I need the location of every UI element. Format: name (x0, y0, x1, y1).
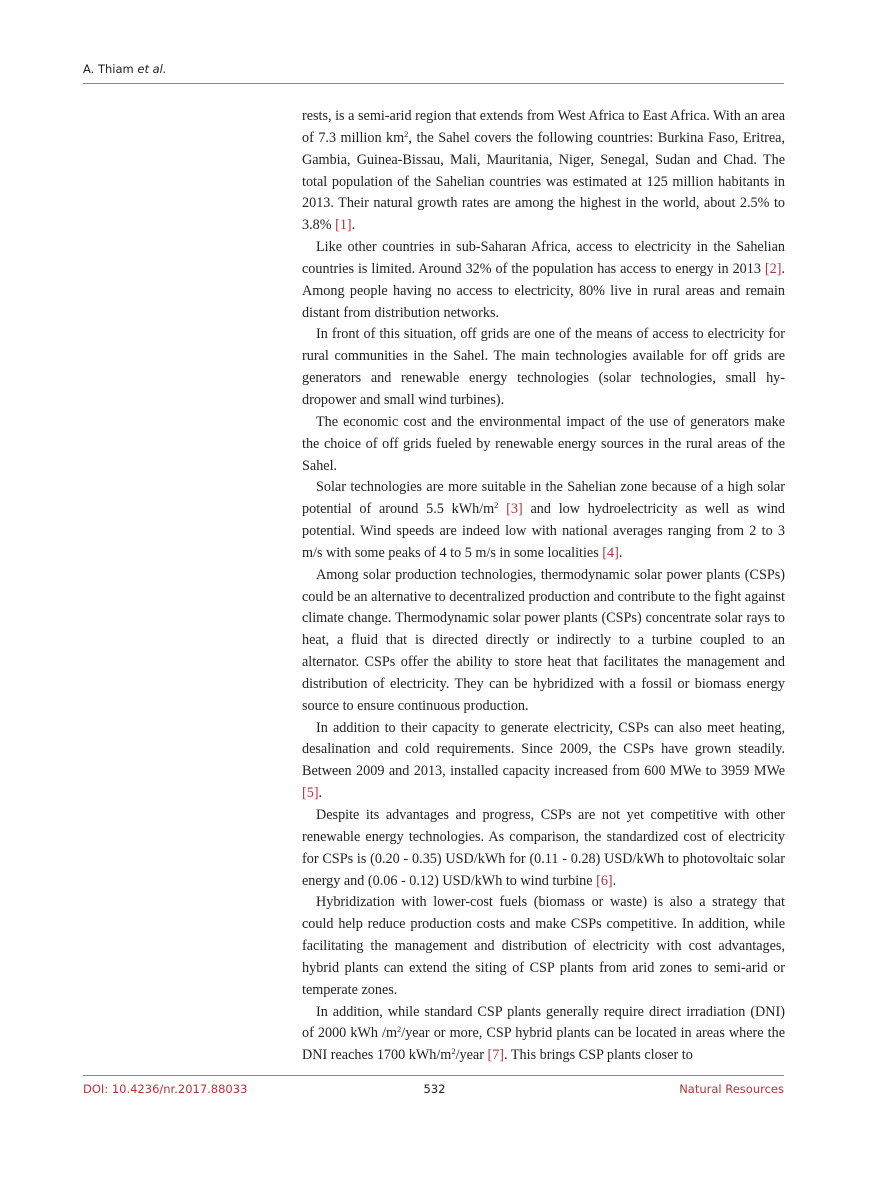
citation-link[interactable]: [5] (302, 785, 319, 802)
text-run: Despite its advantages and progress, CSPs are not yet competitive with other renewable energy technologies. As comparison, the standardized cost of electricity for CSPs is (0.20 - 0.35) USD/kWh for (0.11 - 0.28) USD/kWh to photovoltaic solar energy and (0.06 - 0.12) USD/kWh to wind turbine (302, 807, 785, 889)
superscript: 2 (451, 1046, 456, 1057)
text-run: In addition, while standard CSP plants generally require direct irradiation (DNI) of 2000 kWh /m (302, 1003, 785, 1042)
text-run: and low hydroelectricity as well as wind potential. Wind speeds are indeed low with national averages ranging from 2 to 3 m/s with some peaks of 4 to 5 m/s in some localities (302, 501, 785, 561)
citation-link[interactable]: [2] (764, 260, 782, 277)
footer-doi[interactable]: DOI: 10.4236/nr.2017.88033 (83, 1082, 248, 1096)
text-run: /year or more, CSP hybrid plants can be located in areas where the DNI reaches 1700 kWh/m (302, 1025, 786, 1064)
header-rule (83, 83, 784, 84)
text-run: . This brings CSP plants closer to (504, 1047, 693, 1064)
paragraph (302, 237, 785, 324)
text-run: . Among people having no access to electricity, 80% live in rural areas and remain distant from distribution networks. (302, 260, 785, 321)
citation-link[interactable]: [4] (602, 544, 619, 561)
text-run: Solar technologies are more suitable in the Sahelian zone because of a high solar potential of around 5.5 kWh/m (302, 479, 785, 518)
text-run (498, 501, 506, 517)
article-body (302, 106, 785, 1067)
paragraph (302, 106, 785, 237)
superscript: 2 (404, 128, 409, 139)
paragraph (302, 805, 785, 892)
citation-link[interactable]: [7] (487, 1047, 505, 1064)
text-run: The economic cost and the environmental impact of the use of generators make the choice of off grids fueled by renewable energy sources in the rural areas of the Sahel. (302, 413, 785, 474)
footer-page-number: 532 (423, 1082, 446, 1096)
text-run: Among solar production technologies, thermodynamic solar power plants (CSPs) could be an alternative to decentralized production and contribute to the fight against climate change. Thermodynamic solar power plants (CSPs) concentrate solar rays to heat, a fluid that is directed directly or indirectly to a turbine coupled to an alternator. CSPs offer the ability to store heat that facilitates the management and distribution of electricity. They can be hybridized with a fossil or biomass energy source to ensure continuous production. (302, 566, 785, 714)
paragraph (302, 412, 785, 478)
paragraph (302, 1002, 785, 1068)
text-run: /year (455, 1047, 488, 1064)
superscript: 2 (494, 500, 499, 511)
text-run: . (351, 217, 356, 234)
text-run: . (618, 544, 623, 561)
text-run: , the Sahel covers the following countries: Burkina Faso, Eritrea, Gambia, Guinea-Bissau, Mali, Mauritania, Niger, Senegal, Sudan and Chad. The total population of the Sahelian countries was estimated at 125 million habitants in 2013. Their natural growth rates are among the highest in the world, about 2.5% to 3.8% (302, 129, 785, 234)
paragraph (302, 477, 785, 564)
text-run: rests, is a semi-arid region that extends from West Africa to East Africa. With an area of 7.3 million km (302, 108, 785, 146)
footer-rule (83, 1075, 784, 1076)
citation-link[interactable]: [3] (506, 501, 523, 518)
citation-link[interactable]: [1] (335, 217, 352, 234)
text-run: Hybridization with lower-cost fuels (biomass or waste) is also a strategy that could help reduce production costs and make CSPs competitive. In addition, while facilitating the management and distribution of electricity with cost advantages, hybrid plants can extend the siting of CSP plants from arid zones to semi-arid or temperate zones. (302, 894, 785, 998)
text-run: . (318, 785, 323, 802)
running-head-author: A. Thiam (83, 62, 138, 76)
citation-link[interactable]: [6] (596, 872, 613, 889)
footer-journal-name[interactable]: Natural Resources (679, 1082, 784, 1096)
text-run: In addition to their capacity to generate electricity, CSPs can also meet heating, desalination and cold requirements. Since 2009, the CSPs have grown steadily. Between 2009 and 2013, installed capacity increased from 600 MWe to 3959 MWe (302, 719, 785, 780)
paragraph (302, 324, 785, 411)
paragraph (302, 892, 785, 1001)
running-head-etal: et al. (137, 62, 167, 76)
text-run: Like other countries in sub-Saharan Africa, access to electricity in the Sahelian countries is limited. Around 32% of the population has access to energy in 2013 (302, 239, 785, 277)
text-run: . (612, 872, 617, 889)
running-head (83, 62, 167, 76)
superscript: 2 (397, 1024, 402, 1035)
paragraph (302, 565, 785, 718)
paragraph (302, 718, 785, 805)
text-run: In front of this situation, off grids are one of the means of access to electricity for rural communities in the Sahel. The main technologies available for off grids are generators and renewable energy technologies (solar technologies, small hydropower and small wind turbines). (302, 326, 785, 408)
